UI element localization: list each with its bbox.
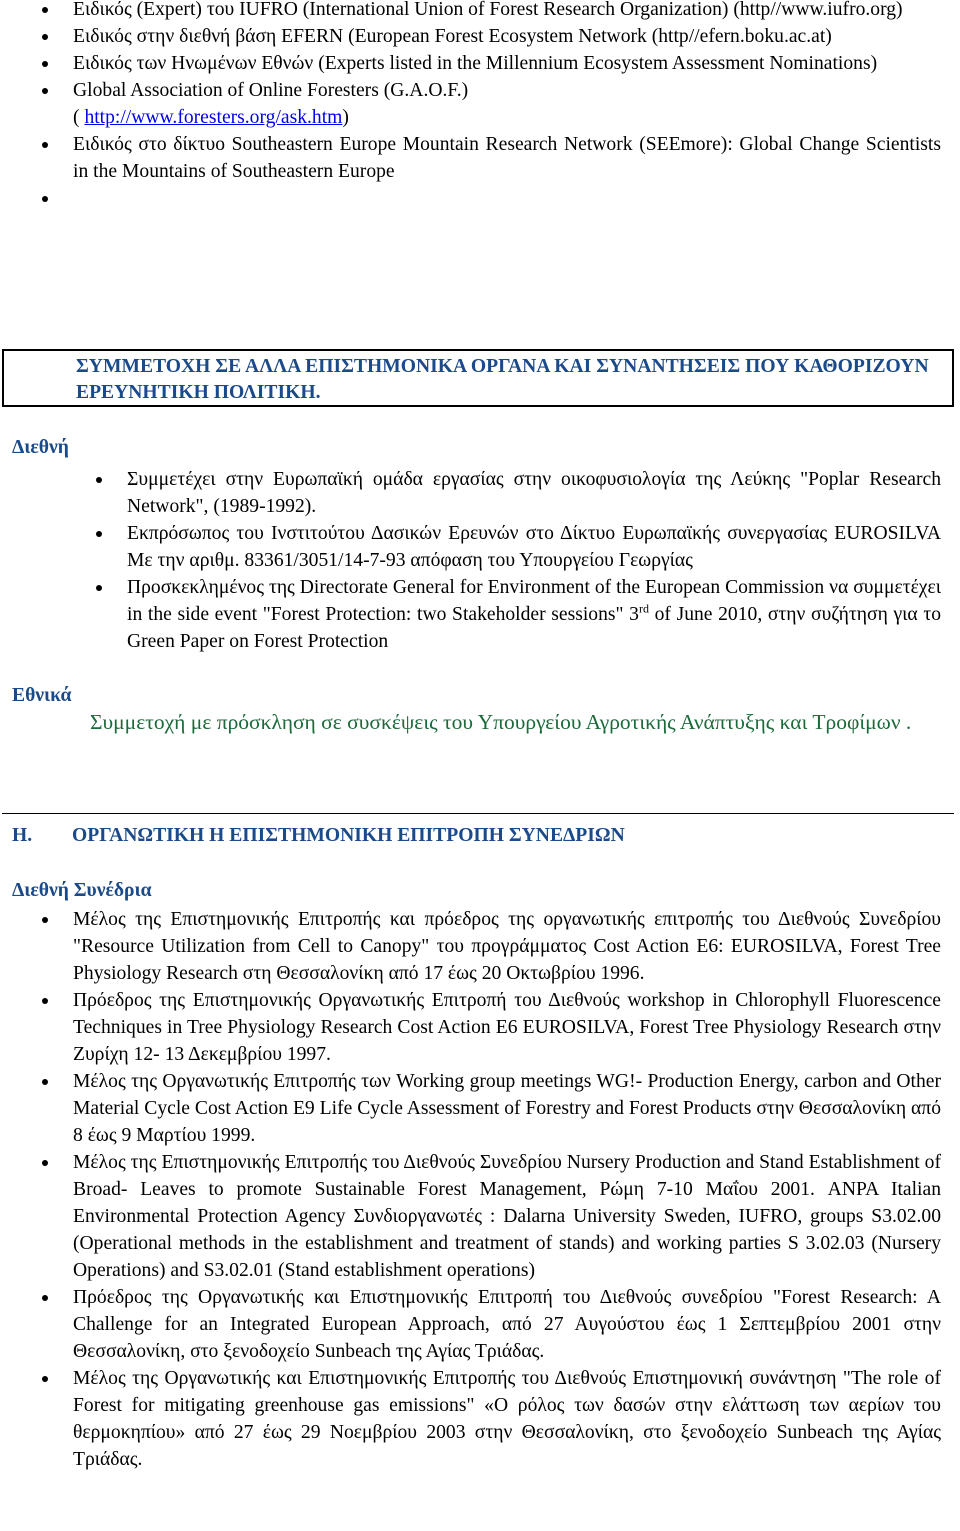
list-item: Ειδικός των Ηνωμένων Εθνών (Experts listed in the Millennium Ecosystem Assessment Nominations) (73, 50, 941, 77)
list-item: Global Association of Online Foresters (G.A.O.F.) ( http://www.foresters.org/ask.htm) (73, 77, 941, 131)
ethnika-label: Εθνικά (12, 685, 72, 706)
list-item: Πρόεδρος της Επιστημονικής Οργανωτικής Επιτροπή του Διεθνούς workshop in Chlorophyll Fluorescence Techniques in Tree Physiology Research Cost Action E6 EUROSILVA, Forest Tree Physiology Research στην Ζυρίχη 12- 13 Δεκεμβρίου 1997. (73, 987, 941, 1068)
section-title: ΟΡΓΑΝΩΤΙΚΗ Η ΕΠΙΣΤΗΜΟΝΙΚΗ ΕΠΙΤΡΟΠΗ ΣΥΝΕΔΡΙΩΝ (72, 825, 625, 846)
conferences-list (73, 906, 941, 1473)
section-h-heading (12, 823, 942, 849)
list-item: Πρόεδρος της Οργανωτικής και Επιστημονικής Επιτροπή του Διεθνούς συνεδρίου "Forest Research: A Challenge for an Integrated European Approach, από 27 Αυγούστου έως 1 Σεπτεμβρίου 2001 στην Θεσσαλονίκη, στο ξενοδοχείο Sunbeach της Αγίας Τριάδας. (73, 1284, 941, 1365)
diethni-list (127, 466, 941, 655)
divider (2, 813, 954, 814)
section-box-title: ΣΥΜΜΕΤΟΧΗ ΣΕ ΑΛΛΑ ΕΠΙΣΤΗΜΟΝΙΚΑ ΟΡΓΑΝΑ ΚΑΙ ΣΥΝΑΝΤΗΣΕΙΣ ΠΟΥ ΚΑΘΟΡΙΖΟΥΝ ΕΡΕΥΝΗΤΙΚΗ ΠΟΛΙΤΙΚΗ. (76, 356, 929, 403)
diethni-label: Διεθνή (12, 437, 69, 458)
conferences-label: Διεθνή Συνέδρια (12, 880, 152, 901)
expert-list (73, 0, 941, 212)
list-item: Μέλος της Οργανωτικής Επιτροπής των Working group meetings WG!- Production Energy, carbon and Other Material Cycle Cost Action E9 Life Cycle Assessment of Forestry and Forest Products στην Θεσσαλονίκη από 8 έως 9 Μαρτίου 1999. (73, 1068, 941, 1149)
list-item: Εκπρόσωπος του Ινστιτούτου Δασικών Ερευνών στο Δίκτυο Ευρωπαϊκής συνεργασίας EUROSILVA Με την αριθμ. 83361/3051/14-7-93 απόφαση του Υπουργείου Γεωργίας (127, 520, 941, 574)
list-item: Προσκεκλημένος της Directorate General for Environment of the European Commission να συμμετέχει in the side event "Forest Protection: two Stakeholder sessions" 3rd of June 2010, στην συζήτηση για το Green Paper on Forest Protection (127, 574, 941, 655)
list-item: Μέλος της Επιστημονικής Επιτροπής του Διεθνούς Συνεδρίου Nursery Production and Stand Establishment of Broad- Leaves to promote Sustainable Forest Management, Ρώμη 7-10 Μαΐου 2001. ANPA Italian Environmental Protection Agency Συνδιοργανωτές : Dalarna University Sweden, IUFRO, groups S3.02.00 (Operational methods in the establishment and treatment of stands) and working parties S 3.02.03 (Nursery Operations) and S3.02.01 (Stand establishment operations) (73, 1149, 941, 1284)
list-item (73, 185, 941, 212)
list-item: Μέλος της Οργανωτικής και Επιστημονικής Επιτροπής του Διεθνούς Επιστημονική συνάντηση "The role of Forest for mitigating greenhouse gas emissions" «Ο ρόλος των δασών στην ελάττωση των αερίων του θερμοκηπίου» από 27 έως 29 Νοεμβρίου 2003 στην Θεσσαλονίκη, στο ξενοδοχείο Sunbeach της Αγίας Τριάδας. (73, 1365, 941, 1473)
foresters-link[interactable]: http://www.foresters.org/ask.htm (84, 107, 343, 128)
list-item: Μέλος της Επιστημονικής Επιτροπής και πρόεδρος της οργανωτικής επιτροπής του Διεθνούς Συνεδρίου "Resource Utilization from Cell to Canopy" του προγράμματος Cost Action E6: EUROSILVA, Forest Tree Physiology Research στη Θεσσαλονίκη από 17 έως 20 Οκτωβρίου 1996. (73, 906, 941, 987)
ethnika-text: Συμμετοχή με πρόσκληση σε συσκέψεις του Υπουργείου Αγροτικής Ανάπτυξης και Τροφίμων . (90, 710, 912, 734)
list-item: Ειδικός (Expert) του IUFRO (International Union of Forest Research Organization) (http//www.iufro.org) (73, 0, 941, 23)
list-item: Ειδικός στην διεθνή βάση EFERN (European Forest Ecosystem Network (http//efern.boku.ac.at) (73, 23, 941, 50)
section-letter: Η. (12, 825, 33, 846)
section-box (2, 349, 954, 407)
list-item: Συμμετέχει στην Ευρωπαϊκή ομάδα εργασίας στην οικοφυσιολογία της Λεύκης "Poplar Research Network", (1989-1992). (127, 466, 941, 520)
list-item: Ειδικός στο δίκτυο Southeastern Europe Mountain Research Network (SEEmore): Global Change Scientists in the Mountains of Southeastern Europe (73, 131, 941, 185)
